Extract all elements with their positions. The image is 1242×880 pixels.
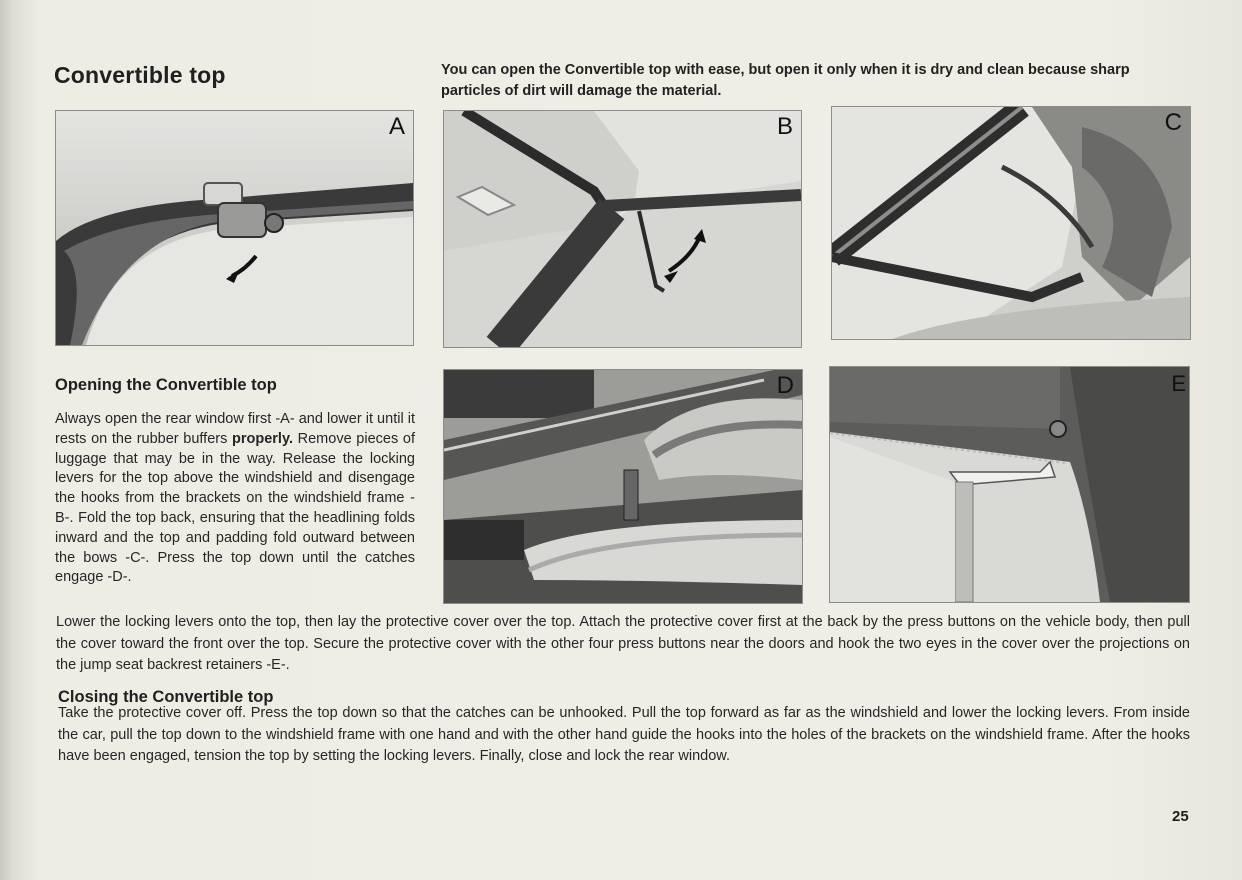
photo-label: D [776,372,794,399]
photo-a-rear-window-latch [55,110,414,346]
photo-label: B [776,113,793,140]
photo-c-folded-top [831,106,1191,340]
photo-e-protective-cover [829,366,1190,603]
opening-text-end: Remove pieces of luggage that may be in the way. Release the locking levers for the top above the windshield and disengage the hooks from the brackets on the windshield frame -B-. Fold the top back, ensuring that the headlining folds inward and the top and padding fold outward between the bows -C-. Press the top down until the catches engage -D-. [55,430,415,586]
closing-heading: Closing the Convertible top [58,688,274,706]
photo-b-windshield-hooks [443,110,802,348]
photo-label: A [388,113,405,140]
page-title: Convertible top [54,62,226,88]
photo-label: E [1171,371,1186,396]
photo-d-catches [443,369,803,604]
opening-text-emphasis: properly. [232,430,293,447]
intro-text: You can open the Convertible top with ease, but open it only when it is dry and clean because sharp particles of dirt will damage the material. [441,62,1130,99]
page-number: 25 [1172,808,1189,825]
photo-label: C [1164,109,1182,136]
closing-paragraph: Take the protective cover off. Press the top down so that the catches can be unhooked. Pull the top forward as far as the windshield and lower the locking levers. From inside the car, pull the top down to the windshield frame with one hand and with the other hand guide the hooks into the holes of the brackets on the windshield frame. After the hooks have been engaged, tension the top by setting the locking levers. Finally, close and lock the rear window. [58,705,1190,764]
opening-heading: Opening the Convertible top [55,376,277,394]
cover-paragraph: Lower the locking levers onto the top, then lay the protective cover over the top. Attach the protective cover first at the back by the press buttons on the vehicle body, then pull the cover toward the front over the top. Secure the protective cover with the other four press buttons near the doors and hook the two eyes in the cover over the projections on the jump seat backrest retainers -E-. [56,614,1190,673]
opening-paragraph [55,410,415,588]
opening-text-start: Always open the rear window first -A- and lower it until it rests on the rubber buffers [55,411,415,447]
